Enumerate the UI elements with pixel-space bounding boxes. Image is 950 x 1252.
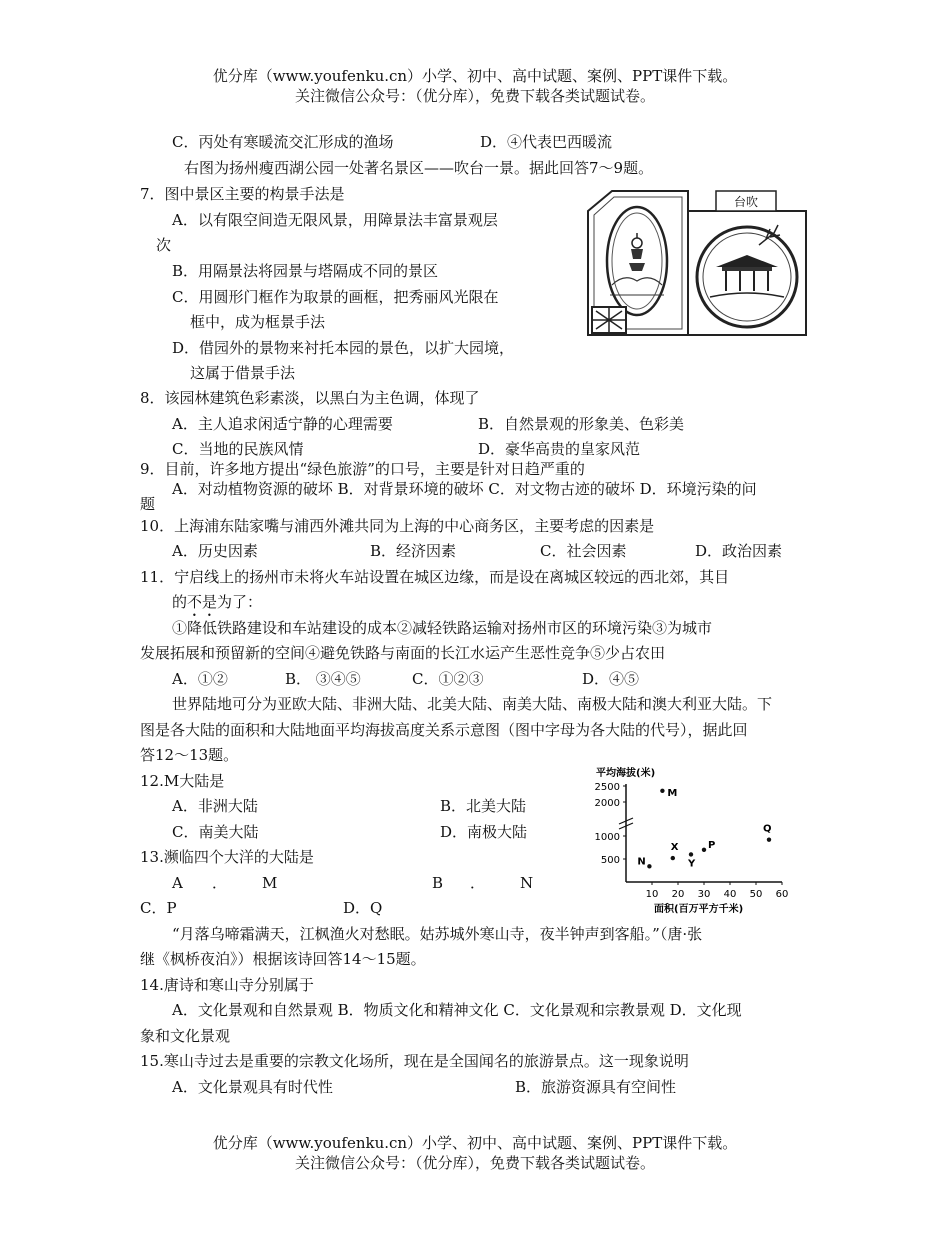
point-label-n: N [637, 856, 646, 868]
garden-illustration [584, 185, 810, 345]
q15-option-a: A．文化景观具有时代性 [172, 1078, 333, 1096]
q9-options-cont: 题 [140, 495, 156, 513]
q13-option-a-value: M [262, 874, 278, 892]
q7-option-d-cont: 这属于借景手法 [190, 364, 296, 382]
page-footer-line1: 优分库（www.youfenku.cn）小学、初中、高中试题、案例、PPT课件下载。 [212, 1134, 738, 1152]
q8-stem: 8．该园林建筑色彩素淡，以黑白为主色调，体现了 [140, 389, 480, 407]
q11-option-c: C．①②③ [412, 670, 484, 688]
x-tick-label: 40 [723, 889, 737, 900]
q15-stem: 15.寒山寺过去是重要的宗教文化场所，现在是全国闻名的旅游景点。这一现象说明 [140, 1052, 689, 1070]
x-tick-label: 20 [671, 889, 685, 900]
q12-stem: 12.M大陆是 [140, 772, 225, 790]
plaque-text: 台吹 [733, 195, 759, 209]
point-label-x: X [670, 842, 679, 854]
q13-option-c: C．P [140, 899, 177, 917]
q10-option-d: D．政治因素 [695, 542, 783, 560]
q13-option-d: D．Q [343, 899, 383, 917]
q7-option-c: C．用圆形门框作为取景的画框，把秀丽风光限在 [172, 288, 499, 306]
q7-stem: 7．图中景区主要的构景手法是 [140, 185, 345, 203]
data-point-x [671, 856, 675, 860]
q11-items: ①降低铁路建设和车站建设的成本②减轻铁路运输对扬州市区的环境污染③为城市 [172, 619, 713, 637]
q14-options-cont: 象和文化景观 [140, 1027, 231, 1045]
page-header-line1: 优分库（www.youfenku.cn）小学、初中、高中试题、案例、PPT课件下载。 [212, 67, 738, 85]
intro-12-13-line3: 答12～13题。 [140, 746, 239, 764]
q12-option-a: A．非洲大陆 [172, 797, 258, 815]
y-tick-label: 2500 [594, 782, 620, 793]
q11-option-b: B． ③④⑤ [285, 670, 361, 688]
q7-option-b: B．用隔景法将园景与塔隔成不同的景区 [172, 262, 439, 280]
q12-option-d: D．南极大陆 [440, 823, 528, 841]
q11-emphasis: 不是 [187, 593, 218, 611]
q11-stem: 11．宁启线上的扬州市未将火车站设置在城区边缘，而是设在离城区较远的西北郊，其目 [140, 568, 730, 586]
q6-option-d: D．④代表巴西暖流 [480, 133, 613, 151]
q9-stem: 9．目前，许多地方提出“绿色旅游”的口号，主要是针对日趋严重的 [140, 460, 585, 478]
data-point-p [702, 848, 706, 852]
x-tick-label: 60 [775, 889, 789, 900]
q10-option-a: A．历史因素 [172, 542, 258, 560]
data-point-m [660, 789, 664, 793]
y-tick-label: 2000 [594, 798, 620, 809]
data-point-y [689, 852, 693, 856]
q8-option-d: D．豪华高贵的皇家风范 [478, 440, 641, 458]
q12-option-c: C．南美大陆 [172, 823, 259, 841]
q7-option-a: A．以有限空间造无限风景，用障景法丰富景观层 [172, 211, 498, 229]
point-label-p: P [708, 839, 716, 851]
y-tick-label: 1000 [594, 832, 620, 843]
x-tick-label: 30 [697, 889, 711, 900]
q12-option-b: B．北美大陆 [440, 797, 527, 815]
page-header-line2: 关注微信公众号：（优分库），免费下载各类试题试卷。 [294, 87, 655, 105]
q14-options: A．文化景观和自然景观 B．物质文化和精神文化 C．文化景观和宗教景观 D．文化现 [172, 1001, 742, 1019]
intro-14-15-line2: 继《枫桥夜泊》）根据该诗回答14～15题。 [140, 950, 426, 968]
q10-option-c: C．社会因素 [540, 542, 627, 560]
intro-14-15-line1: “月落乌啼霜满天，江枫渔火对愁眠。姑苏城外寒山寺，夜半钟声到客船。”（唐·张 [172, 925, 703, 943]
q10-option-b: B．经济因素 [370, 542, 457, 560]
point-label-m: M [667, 787, 678, 799]
q11-option-d: D．④⑤ [582, 670, 640, 688]
q8-option-b: B．自然景观的形象美、色彩美 [478, 415, 685, 433]
x-tick-label: 50 [749, 889, 763, 900]
intro-12-13-line1: 世界陆地可分为亚欧大陆、非洲大陆、北美大陆、南美大陆、南极大陆和澳大利亚大陆。下 [172, 695, 773, 713]
data-point-q [767, 837, 771, 841]
chart-xlabel: 面积(百万平方千米) [654, 904, 744, 915]
q13-stem: 13.濒临四个大洋的大陆是 [140, 848, 314, 866]
q7-option-d: D．借园外的景物来衬托本园的景色，以扩大园境， [172, 339, 515, 357]
q11-items-cont: 发展拓展和预留新的空间④避免铁路与南面的长江水运产生恶性竞争⑤少占农田 [140, 644, 666, 662]
continent-scatter-chart [586, 764, 789, 916]
q13-option-b-value: N [520, 874, 534, 892]
q9-options: A．对动植物资源的破坏 B．对背景环境的破坏 C．对文物古迹的破坏 D．环境污染的问 [172, 480, 757, 498]
q13-option-b-dot: ． [470, 874, 486, 892]
chart-ylabel: 平均海拔(米) [596, 768, 656, 779]
intro-7-9: 右图为扬州瘦西湖公园一处著名景区——吹台一景。据此回答7～9题。 [184, 159, 654, 177]
q11-stem-cont: 的不是为了： [172, 593, 263, 611]
x-tick-label: 10 [645, 889, 659, 900]
data-point-n [647, 864, 651, 868]
q8-option-a: A．主人追求闲适宁静的心理需要 [172, 415, 393, 433]
q7-option-a-cont: 次 [156, 236, 172, 254]
point-label-q: Q [763, 823, 772, 835]
q8-option-c: C．当地的民族风情 [172, 440, 304, 458]
q6-option-c: C．丙处有寒暖流交汇形成的渔场 [172, 133, 394, 151]
q13-option-a-letter: A [172, 874, 183, 892]
q13-option-b-letter: B [432, 874, 444, 892]
q15-option-b: B．旅游资源具有空间性 [515, 1078, 677, 1096]
q14-stem: 14.唐诗和寒山寺分别属于 [140, 976, 314, 994]
q7-option-c-cont: 框中，成为框景手法 [190, 313, 326, 331]
page-footer-line2: 关注微信公众号：（优分库），免费下载各类试题试卷。 [294, 1154, 655, 1172]
q11-option-a: A．①② [172, 670, 228, 688]
y-tick-label: 500 [600, 855, 620, 866]
intro-12-13-line2: 图是各大陆的面积和大陆地面平均海拔高度关系示意图（图中字母为各大陆的代号），据此回 [140, 721, 748, 739]
q10-stem: 10．上海浦东陆家嘴与浦西外滩共同为上海的中心商务区，主要考虑的因素是 [140, 517, 655, 535]
q13-option-a-dot: ． [212, 874, 228, 892]
point-label-y: Y [688, 858, 696, 870]
